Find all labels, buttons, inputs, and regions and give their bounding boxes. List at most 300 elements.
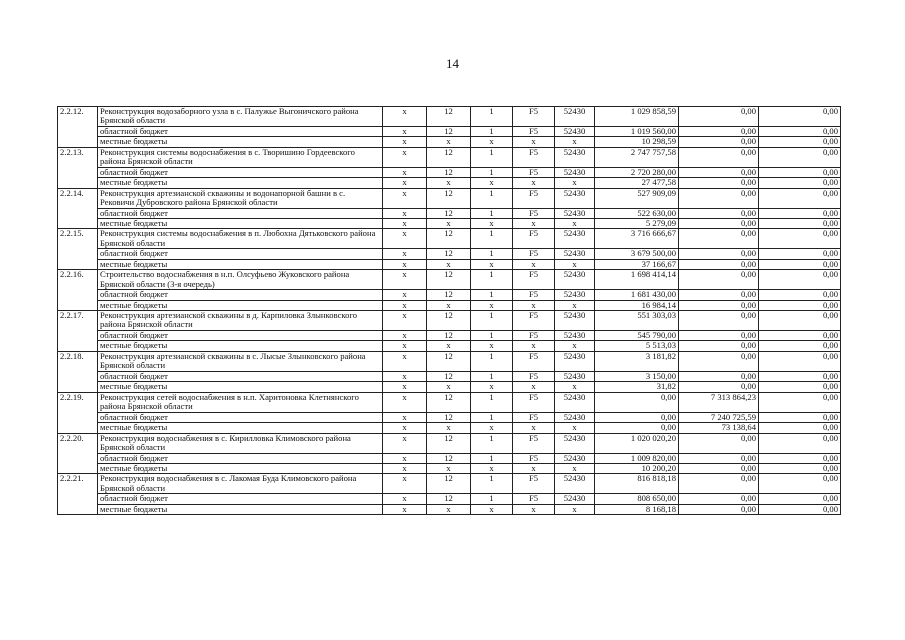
amount-cell: 0,00 [759,259,841,269]
budget-source: областной бюджет [98,453,383,463]
amount-cell: 10 200,20 [595,463,679,473]
code-cell: х [427,423,471,433]
code-cell: 1 [471,453,513,463]
code-cell: F5 [513,311,555,331]
amount-cell: 73 138,64 [679,423,759,433]
amount-cell: 0,00 [679,229,759,249]
code-cell: 1 [471,127,513,137]
code-cell: 12 [427,167,471,177]
amount-cell: 0,00 [679,433,759,453]
table-row [58,127,841,137]
amount-cell: 0,00 [679,494,759,504]
amount-cell: 551 303,03 [595,311,679,331]
amount-cell: 2 747 757,58 [595,147,679,167]
code-cell: х [555,178,595,188]
code-cell: х [555,300,595,310]
code-cell: х [383,137,427,147]
code-cell: х [383,382,427,392]
amount-cell: 522 630,00 [595,208,679,218]
item-title: Реконструкция водоснабжения в с. Лакомая Буда Климовского района Брянской области [98,474,383,494]
amount-cell: 0,00 [679,331,759,341]
item-title: Реконструкция артезианской скважины и водонапорной башни в с. Рековичи Дубровского района Брянской области [98,188,383,208]
amount-cell: 0,00 [759,107,841,127]
code-cell: 12 [427,208,471,218]
code-cell: 1 [471,412,513,422]
table-row [58,107,841,127]
table-row [58,351,841,371]
table-row [58,167,841,177]
item-title: Реконструкция системы водоснабжения в с. Творишино Гордеевского района Брянской области [98,147,383,167]
table-row [58,178,841,188]
budget-source: областной бюджет [98,249,383,259]
code-cell: х [383,494,427,504]
code-cell: 52430 [555,188,595,208]
amount-cell: 5 513,03 [595,341,679,351]
amount-cell: 3 150,00 [595,371,679,381]
table-row [58,382,841,392]
code-cell: 1 [471,290,513,300]
code-cell: х [471,341,513,351]
amount-cell: 527 909,09 [595,188,679,208]
code-cell: 52430 [555,208,595,218]
amount-cell: 0,00 [679,311,759,331]
table-row [58,311,841,331]
code-cell: х [427,504,471,514]
code-cell: 12 [427,107,471,127]
code-cell: х [383,504,427,514]
code-cell: 52430 [555,371,595,381]
amount-cell: 1 020 020,20 [595,433,679,453]
amount-cell: 816 818,18 [595,474,679,494]
code-cell: х [383,167,427,177]
code-cell: х [555,137,595,147]
amount-cell: 0,00 [759,249,841,259]
amount-cell: 1 698 414,14 [595,270,679,290]
amount-cell: 0,00 [679,341,759,351]
code-cell: F5 [513,494,555,504]
item-number: 2.2.16. [58,270,98,311]
code-cell: 52430 [555,494,595,504]
code-cell: F5 [513,188,555,208]
code-cell: х [383,331,427,341]
code-cell: 1 [471,167,513,177]
code-cell: х [383,463,427,473]
amount-cell: 0,00 [679,463,759,473]
table-row [58,423,841,433]
code-cell: 52430 [555,311,595,331]
budget-source: местные бюджеты [98,382,383,392]
amount-cell: 7 240 725,59 [679,412,759,422]
code-cell: х [513,382,555,392]
budget-source: местные бюджеты [98,219,383,229]
item-title: Реконструкция сетей водоснабжения в н.п. Харитоновка Клетнянского района Брянской области [98,392,383,412]
amount-cell: 0,00 [759,412,841,422]
item-title: Реконструкция водоснабжения в с. Кирилловка Климовского района Брянской области [98,433,383,453]
amount-cell: 0,00 [759,382,841,392]
amount-cell: 0,00 [759,371,841,381]
table-row [58,453,841,463]
amount-cell: 1 019 560,00 [595,127,679,137]
table-row [58,290,841,300]
amount-cell: 5 279,09 [595,219,679,229]
budget-table [57,106,841,515]
budget-source: областной бюджет [98,412,383,422]
code-cell: х [513,259,555,269]
code-cell: х [383,474,427,494]
code-cell: 1 [471,433,513,453]
amount-cell: 0,00 [759,331,841,341]
amount-cell: 0,00 [679,249,759,259]
amount-cell: 0,00 [759,504,841,514]
code-cell: х [471,463,513,473]
amount-cell: 0,00 [759,463,841,473]
code-cell: 1 [471,311,513,331]
code-cell: х [383,371,427,381]
budget-source: областной бюджет [98,167,383,177]
amount-cell: 0,00 [679,208,759,218]
amount-cell: 0,00 [759,188,841,208]
amount-cell: 0,00 [759,147,841,167]
code-cell: 52430 [555,107,595,127]
budget-source: местные бюджеты [98,423,383,433]
budget-source: местные бюджеты [98,259,383,269]
code-cell: х [471,504,513,514]
code-cell: х [471,178,513,188]
amount-cell: 0,00 [759,229,841,249]
amount-cell: 0,00 [759,290,841,300]
code-cell: х [555,259,595,269]
item-number: 2.2.21. [58,474,98,515]
code-cell: х [383,351,427,371]
code-cell: F5 [513,107,555,127]
code-cell: х [427,259,471,269]
amount-cell: 0,00 [679,259,759,269]
amount-cell: 1 009 820,00 [595,453,679,463]
amount-cell: 0,00 [679,107,759,127]
code-cell: 12 [427,351,471,371]
budget-source: местные бюджеты [98,463,383,473]
code-cell: F5 [513,147,555,167]
code-cell: 52430 [555,433,595,453]
amount-cell: 10 298,59 [595,137,679,147]
code-cell: 12 [427,229,471,249]
amount-cell: 0,00 [679,127,759,137]
amount-cell: 0,00 [759,453,841,463]
table-row [58,270,841,290]
amount-cell: 0,00 [759,311,841,331]
code-cell: F5 [513,167,555,177]
code-cell: х [383,433,427,453]
table-row [58,249,841,259]
code-cell: F5 [513,127,555,137]
budget-source: местные бюджеты [98,300,383,310]
code-cell: х [383,127,427,137]
budget-source: областной бюджет [98,494,383,504]
code-cell: х [555,219,595,229]
amount-cell: 0,00 [595,392,679,412]
code-cell: 1 [471,371,513,381]
amount-cell: 0,00 [679,178,759,188]
table-row [58,331,841,341]
code-cell: 52430 [555,167,595,177]
code-cell: 52430 [555,412,595,422]
item-number: 2.2.17. [58,311,98,352]
code-cell: х [555,504,595,514]
code-cell: 12 [427,453,471,463]
item-number: 2.2.20. [58,433,98,474]
code-cell: х [471,259,513,269]
amount-cell: 0,00 [679,474,759,494]
code-cell: х [383,229,427,249]
code-cell: 52430 [555,331,595,341]
amount-cell: 0,00 [759,494,841,504]
amount-cell: 3 716 666,67 [595,229,679,249]
code-cell: х [513,137,555,147]
amount-cell: 0,00 [759,433,841,453]
code-cell: F5 [513,392,555,412]
amount-cell: 0,00 [759,300,841,310]
code-cell: F5 [513,290,555,300]
item-title: Реконструкция артезианской скважины в д. Карпиловка Злынковского района Брянской области [98,311,383,331]
table-row [58,474,841,494]
amount-cell: 0,00 [679,147,759,167]
code-cell: 12 [427,188,471,208]
code-cell: х [513,423,555,433]
page-number: 14 [446,56,459,71]
item-number: 2.2.12. [58,107,98,148]
amount-cell: 0,00 [679,167,759,177]
code-cell: F5 [513,270,555,290]
code-cell: 52430 [555,290,595,300]
code-cell: х [383,188,427,208]
code-cell: F5 [513,371,555,381]
code-cell: 1 [471,188,513,208]
code-cell: 12 [427,270,471,290]
table-row [58,219,841,229]
amount-cell: 0,00 [679,219,759,229]
code-cell: х [555,341,595,351]
code-cell: 12 [427,494,471,504]
table-row [58,147,841,167]
code-cell: 1 [471,494,513,504]
code-cell: 52430 [555,453,595,463]
budget-source: областной бюджет [98,331,383,341]
code-cell: х [555,463,595,473]
table-row [58,188,841,208]
code-cell: F5 [513,453,555,463]
code-cell: 12 [427,474,471,494]
code-cell: х [471,300,513,310]
code-cell: 1 [471,208,513,218]
amount-cell: 1 029 858,59 [595,107,679,127]
budget-source: местные бюджеты [98,504,383,514]
table-row [58,504,841,514]
code-cell: F5 [513,412,555,422]
amount-cell: 0,00 [679,371,759,381]
code-cell: 12 [427,371,471,381]
code-cell: х [383,300,427,310]
code-cell: х [513,300,555,310]
code-cell: 12 [427,311,471,331]
code-cell: 52430 [555,127,595,137]
code-cell: 12 [427,290,471,300]
code-cell: 52430 [555,147,595,167]
code-cell: х [383,178,427,188]
item-title: Реконструкция системы водоснабжения в п. Любохна Дятьковского района Брянской области [98,229,383,249]
code-cell: х [555,423,595,433]
amount-cell: 0,00 [759,178,841,188]
code-cell: F5 [513,249,555,259]
code-cell: 52430 [555,351,595,371]
amount-cell: 3 181,82 [595,351,679,371]
code-cell: 1 [471,351,513,371]
amount-cell: 0,00 [759,167,841,177]
code-cell: х [383,290,427,300]
code-cell: 52430 [555,229,595,249]
table-row [58,259,841,269]
code-cell: х [383,147,427,167]
budget-source: областной бюджет [98,290,383,300]
item-number: 2.2.14. [58,188,98,229]
amount-cell: 0,00 [595,412,679,422]
amount-cell: 31,82 [595,382,679,392]
item-number: 2.2.13. [58,147,98,188]
table-row [58,433,841,453]
amount-cell: 1 681 430,00 [595,290,679,300]
amount-cell: 545 790,00 [595,331,679,341]
amount-cell: 0,00 [679,290,759,300]
amount-cell: 0,00 [759,270,841,290]
amount-cell: 808 650,00 [595,494,679,504]
code-cell: х [471,137,513,147]
code-cell: 52430 [555,392,595,412]
table-row [58,412,841,422]
code-cell: F5 [513,433,555,453]
amount-cell: 2 720 280,00 [595,167,679,177]
code-cell: х [513,341,555,351]
code-cell: х [471,382,513,392]
code-cell: 1 [471,249,513,259]
code-cell: х [383,249,427,259]
code-cell: 1 [471,474,513,494]
code-cell: х [383,412,427,422]
code-cell: х [383,423,427,433]
budget-source: местные бюджеты [98,341,383,351]
item-number: 2.2.18. [58,351,98,392]
code-cell: х [513,463,555,473]
amount-cell: 16 984,14 [595,300,679,310]
budget-source: областной бюджет [98,371,383,381]
code-cell: 1 [471,270,513,290]
table-row [58,341,841,351]
code-cell: 12 [427,127,471,137]
code-cell: F5 [513,474,555,494]
code-cell: 1 [471,392,513,412]
code-cell: х [383,311,427,331]
code-cell: х [471,219,513,229]
code-cell: х [383,392,427,412]
code-cell: х [427,137,471,147]
code-cell: 12 [427,249,471,259]
amount-cell: 0,00 [759,219,841,229]
table-row [58,463,841,473]
code-cell: х [383,107,427,127]
amount-cell: 0,00 [759,341,841,351]
code-cell: х [555,382,595,392]
code-cell: 12 [427,147,471,167]
amount-cell: 0,00 [759,127,841,137]
code-cell: х [513,504,555,514]
item-number: 2.2.15. [58,229,98,270]
amount-cell: 7 313 864,23 [679,392,759,412]
amount-cell: 37 166,67 [595,259,679,269]
amount-cell: 0,00 [679,382,759,392]
amount-cell: 0,00 [759,392,841,412]
code-cell: х [383,259,427,269]
amount-cell: 8 168,18 [595,504,679,514]
table-row [58,494,841,504]
code-cell: х [513,178,555,188]
code-cell: х [513,219,555,229]
amount-cell: 0,00 [759,351,841,371]
amount-cell: 0,00 [759,474,841,494]
amount-cell: 0,00 [679,300,759,310]
code-cell: 12 [427,331,471,341]
amount-cell: 0,00 [759,423,841,433]
amount-cell: 0,00 [679,351,759,371]
amount-cell: 0,00 [679,137,759,147]
code-cell: 1 [471,331,513,341]
amount-cell: 0,00 [595,423,679,433]
code-cell: 1 [471,107,513,127]
amount-cell: 0,00 [759,208,841,218]
code-cell: х [383,341,427,351]
code-cell: 52430 [555,270,595,290]
budget-source: областной бюджет [98,208,383,218]
code-cell: х [427,463,471,473]
code-cell: х [383,453,427,463]
amount-cell: 0,00 [679,270,759,290]
table-row [58,392,841,412]
table-row [58,229,841,249]
budget-source: местные бюджеты [98,178,383,188]
code-cell: 12 [427,392,471,412]
item-title: Реконструкция артезианской скважины в с. Лысые Злынковского района Брянской области [98,351,383,371]
budget-source: местные бюджеты [98,137,383,147]
code-cell: х [427,341,471,351]
amount-cell: 0,00 [679,504,759,514]
code-cell: х [471,423,513,433]
code-cell: х [427,300,471,310]
code-cell: F5 [513,351,555,371]
code-cell: х [383,270,427,290]
code-cell: 1 [471,229,513,249]
item-number: 2.2.19. [58,392,98,433]
code-cell: 1 [471,147,513,167]
amount-cell: 0,00 [759,137,841,147]
code-cell: F5 [513,208,555,218]
code-cell: F5 [513,331,555,341]
amount-cell: 0,00 [679,188,759,208]
item-title: Реконструкция водозаборного узла в с. Палужье Выгоничского района Брянской области [98,107,383,127]
code-cell: 12 [427,412,471,422]
code-cell: х [427,219,471,229]
table-row [58,371,841,381]
amount-cell: 3 679 500,00 [595,249,679,259]
code-cell: х [383,208,427,218]
table-row [58,300,841,310]
code-cell: х [383,219,427,229]
